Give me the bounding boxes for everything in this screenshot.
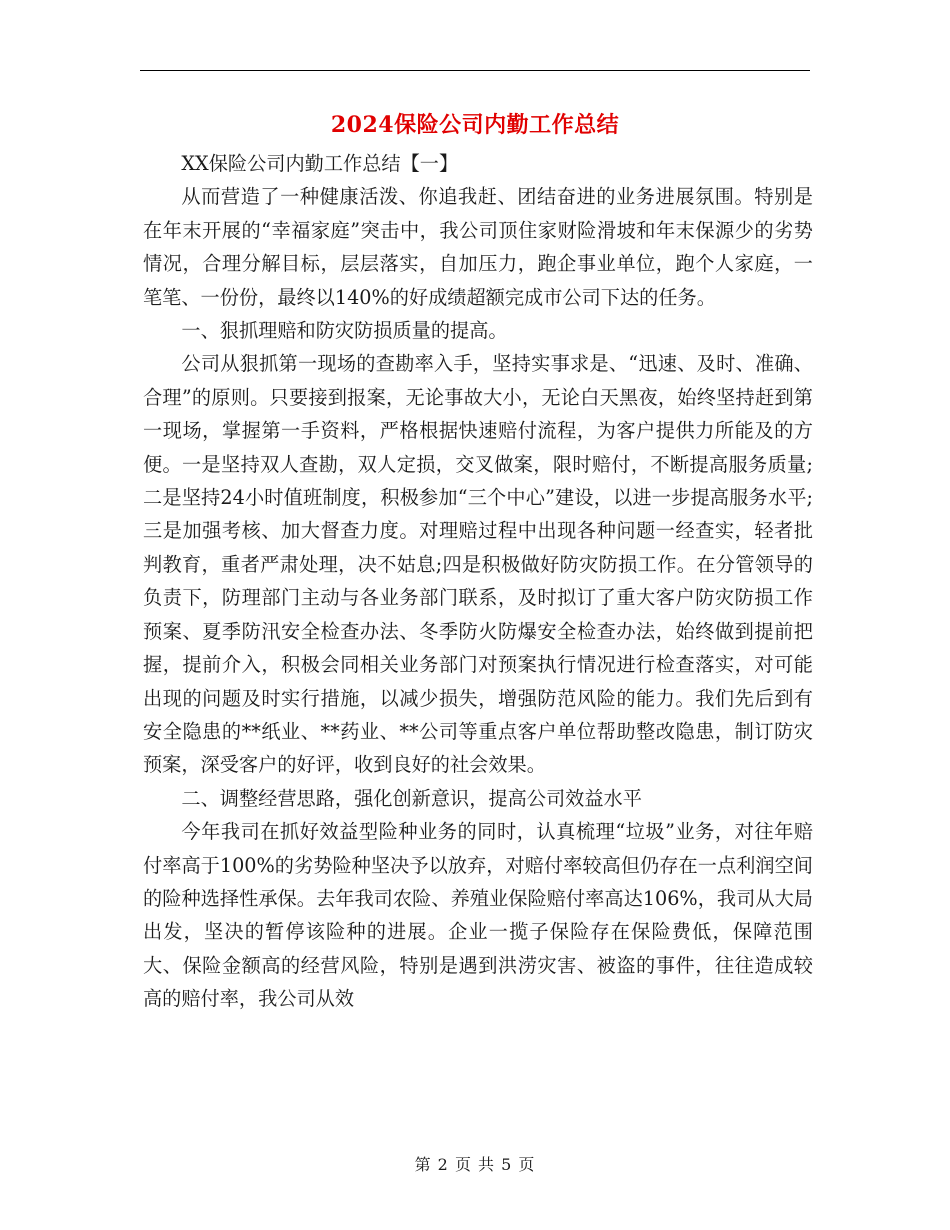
paragraph-claims: 公司从狠抓第一现场的查勘率入手，坚持实事求是、“迅速、及时、准确、合理”的原则。只要接到报案，无论事故大小，无论白天黑夜，始终坚持赶到第一现场，掌握第一手资料，严格根据快速赔付流程，为客户提供力所能及的方便。一是坚持双人查勘，双人定损，交叉做案，限时赔付，不断提高服务质量;二是坚持24小时值班制度，积极参加“三个中心”建设，以进一步提高服务水平;三是加强考核、加大督查力度。对理赔过程中出现各种问题一经查实，轻者批判教育，重者严肃处理，决不姑息;四是积极做好防灾防损工作。在分管领导的负责下，防理部门主动与各业务部门联系，及时拟订了重大客户防灾防损工作预案、夏季防汛安全检查办法、冬季防火防爆安全检查办法，始终做到提前把握，提前介入，积极会同相关业务部门对预案执行情况进行检查落实，对可能出现的问题及时实行措施，以减少损失，增强防范风险的能力。我们先后到有安全隐患的**纸业、**药业、**公司等重点客户单位帮助整改隐患，制订防灾预案，深受客户的好评，收到良好的社会效果。 bbox=[143, 352, 813, 777]
section-heading: XX保险公司内勤工作总结【一】 bbox=[181, 152, 459, 175]
section-heading-1: 一、狠抓理赔和防灾防损质量的提高。 bbox=[181, 319, 508, 343]
header-rule bbox=[140, 70, 810, 71]
paragraph-strategy: 今年我司在抓好效益型险种业务的同时，认真梳理“垃圾”业务，对往年赔付率高于100%的劣势险种坚决予以放弃，对赔付率较高但仍存在一点利润空间的险种选择性承保。去年我司农险、养殖业保险赔付率高达106%，我司从大局出发，坚决的暂停该险种的进展。企业一揽子保险存在保险费低，保障范围大、保险金额高的经营风险，特别是遇到洪涝灾害、被盗的事件，往往造成较高的赔付率，我公司从效 bbox=[143, 820, 813, 1011]
document-title: 2024保险公司内勤工作总结 bbox=[330, 112, 620, 138]
section-heading-2: 二、调整经营思路，强化创新意识，提高公司效益水平 bbox=[181, 786, 642, 810]
document-body bbox=[143, 147, 813, 1016]
page-number: 第 2 页 共 5 页 bbox=[414, 1155, 536, 1174]
paragraph-intro: 从而营造了一种健康活泼、你追我赶、团结奋进的业务进展氛围。特别是在年末开展的“幸福家庭”突击中，我公司顶住家财险滑坡和年末保源少的劣势情况，合理分解目标，层层落实，自加压力，跑企事业单位，跑个人家庭，一笔笔、一份份，最终以140%的好成绩超额完成市公司下达的任务。 bbox=[143, 185, 813, 309]
